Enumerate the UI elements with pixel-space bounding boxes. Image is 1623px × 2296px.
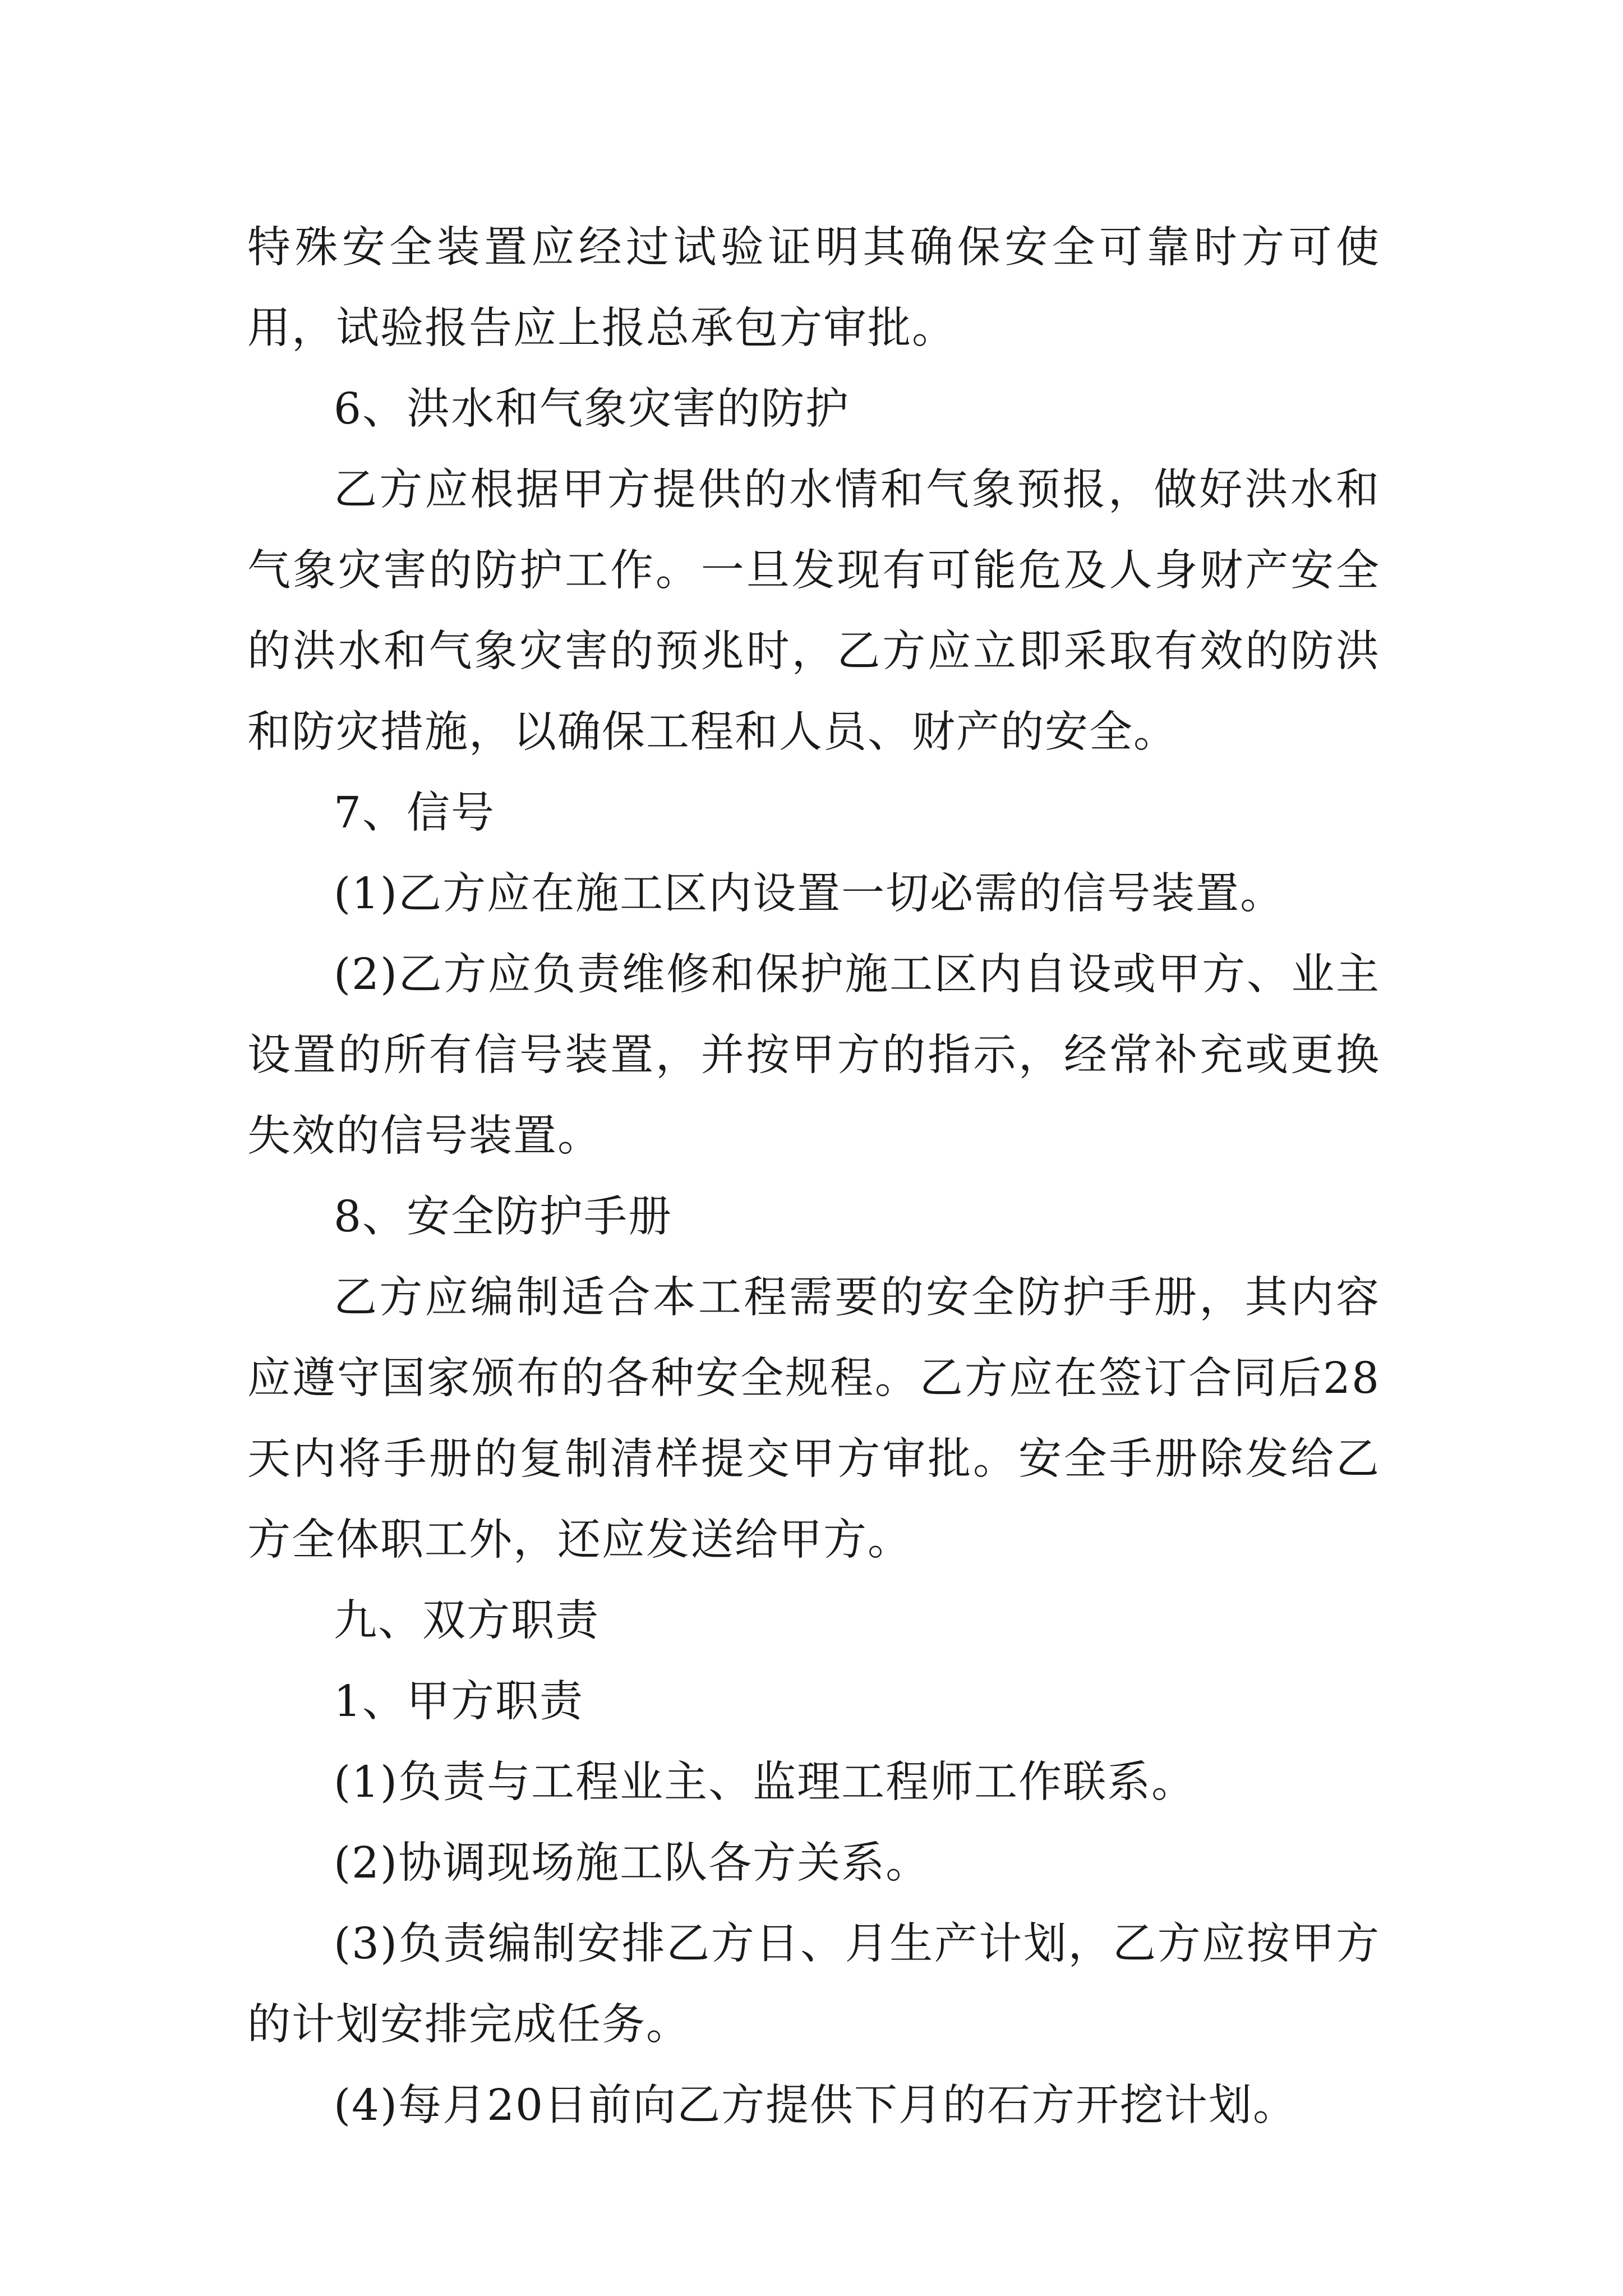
section-heading-party-a-duties: 1、甲方职责 xyxy=(334,1677,584,1727)
section-heading-signals: 7、信号 xyxy=(334,788,495,838)
paragraph-signals-2: (2)乙方应负责维修和保护施工区内自设或甲方、业主设置的所有信号装置，并按甲方的指示，经常补充或更换失效的信号装置。 xyxy=(247,950,1380,1161)
paragraph-flood-protection: 乙方应根据甲方提供的水情和气象预报，做好洪水和气象灾害的防护工作。一旦发现有可能危及人身财产安全的洪水和气象灾害的预兆时，乙方应立即采取有效的防洪和防灾措施，以确保工程和人员、财产的安全。 xyxy=(247,465,1380,757)
paragraph-continuation: 特殊安全装置应经过试验证明其确保安全可靠时方可使用，试验报告应上报总承包方审批。 xyxy=(247,223,1380,353)
list-item-duty-2: (2)协调现场施工队各方关系。 xyxy=(334,1838,930,1888)
section-heading-flood-protection: 6、洪水和气象灾害的防护 xyxy=(334,384,850,434)
section-heading-safety-manual: 8、安全防护手册 xyxy=(334,1192,672,1242)
list-item-duty-4: (4)每月20日前向乙方提供下月的石方开挖计划。 xyxy=(334,2081,1298,2131)
chapter-heading-responsibilities: 九、双方职责 xyxy=(334,1596,600,1646)
list-item-duty-3: (3)负责编制安排乙方日、月生产计划，乙方应按甲方的计划安排完成任务。 xyxy=(247,1919,1380,2050)
list-item-duty-1: (1)负责与工程业主、监理工程师工作联系。 xyxy=(334,1757,1196,1807)
paragraph-safety-manual: 乙方应编制适合本工程需要的安全防护手册，其内容应遵守国家颁布的各种安全规程。乙方应在签订合同后28天内将手册的复制清样提交甲方审批。安全手册除发给乙方全体职工外，还应发送给甲方。 xyxy=(247,1273,1380,1565)
document-body xyxy=(247,208,1380,2146)
paragraph-signals-1: (1)乙方应在施工区内设置一切必需的信号装置。 xyxy=(334,869,1285,919)
